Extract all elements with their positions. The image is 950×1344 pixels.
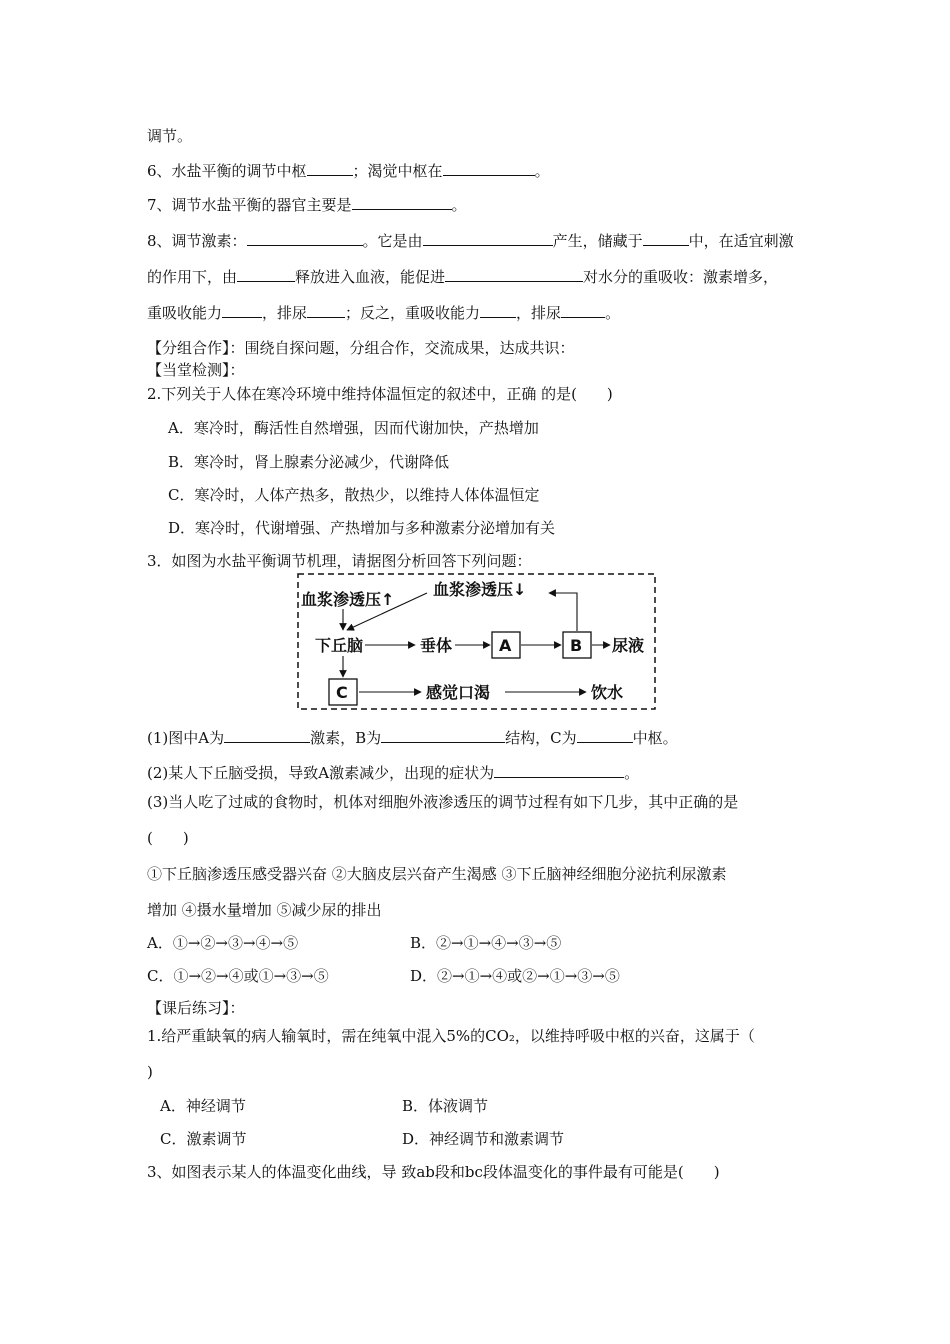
option-b: B．②→①→④→③→⑤ xyxy=(410,934,562,952)
answer-blank[interactable] xyxy=(307,160,353,176)
answer-blank[interactable] xyxy=(561,302,605,318)
label-hypothalamus: 下丘脑 xyxy=(315,636,364,655)
answer-blank[interactable] xyxy=(247,230,363,246)
question-3: 3．如图为水盐平衡调节机理，请据图分析回答下列问题： xyxy=(147,552,532,570)
option-a: A．寒冷时，酶活性自然增强，因而代谢加快，产热增加 xyxy=(168,419,539,437)
label-left-osmotic: 血浆渗透压↑ xyxy=(301,590,395,609)
option-d: D．神经调节和激素调节 xyxy=(402,1130,565,1148)
water-salt-diagram xyxy=(297,573,656,710)
question-1: 1.给严重缺氧的病人输氧时，需在纯氧中混入5%的CO₂，以维持呼吸中枢的兴奋，这属于（ xyxy=(147,1027,755,1045)
answer-blank[interactable] xyxy=(352,194,452,210)
answer-blank[interactable] xyxy=(443,160,535,176)
steps-list: ①下丘脑渗透压感受器兴奋 ②大脑皮层兴奋产生渴感 ③下丘脑神经细胞分泌抗利尿激素 xyxy=(147,865,727,883)
text-line: 调节。 xyxy=(147,127,193,145)
answer-blank[interactable] xyxy=(237,266,295,282)
answer-blank[interactable] xyxy=(423,230,553,246)
option-a: A．①→②→③→④→⑤ xyxy=(147,934,299,952)
label-urine: 尿液 xyxy=(612,636,645,655)
text-line: ) xyxy=(147,1063,153,1081)
question-3b: 3、如图表示某人的体温变化曲线，导 致ab段和bc段体温变化的事件最有可能是( ) xyxy=(147,1163,720,1181)
sub-question-2: (2)某人下丘脑受损，导致A激素减少，出现的症状为 。 xyxy=(147,764,640,782)
label-top-osmotic: 血浆渗透压↓ xyxy=(433,580,527,599)
section-heading: 【分组合作】：围绕自探问题，分组合作，交流成果，达成共识： xyxy=(147,339,575,357)
question-6: 6、水盐平衡的调节中枢 ；渴觉中枢在 。 xyxy=(147,162,550,180)
answer-blank[interactable] xyxy=(445,266,583,282)
sub-question-1: (1)图中A为 激素，B为 结构，C为 中枢。 xyxy=(147,729,678,747)
answer-blank[interactable] xyxy=(224,727,310,743)
question-2: 2.下列关于人体在寒冷环境中维持体温恒定的叙述中，正确 的是( ) xyxy=(147,385,613,403)
option-a: A．神经调节 xyxy=(160,1097,246,1115)
option-d: D．②→①→④或②→①→③→⑤ xyxy=(410,967,620,985)
answer-blank[interactable] xyxy=(222,302,262,318)
section-heading: 【当堂检测】： xyxy=(147,361,245,379)
label-drink: 饮水 xyxy=(591,683,624,702)
box-a-label: A xyxy=(499,636,512,655)
diagram-svg xyxy=(297,573,656,710)
option-b: B．体液调节 xyxy=(402,1097,489,1115)
option-c: C．寒冷时，人体产热多，散热少，以维持人体体温恒定 xyxy=(168,486,540,504)
option-b: B．寒冷时，肾上腺素分泌减少，代谢降低 xyxy=(168,453,450,471)
label-thirst: 感觉口渴 xyxy=(426,683,491,702)
sub-question-3: (3)当人吃了过咸的食物时，机体对细胞外液渗透压的调节过程有如下几步，其中正确的是 xyxy=(147,793,739,811)
option-c: C．①→②→④或①→③→⑤ xyxy=(147,967,329,985)
question-8: 8、调节激素： 。它是由 产生，储藏于 中，在适宜刺激 xyxy=(147,232,794,250)
text-line: ( ) xyxy=(147,829,189,847)
box-b-label: B xyxy=(570,636,583,655)
box-c-label: C xyxy=(336,683,348,702)
answer-blank[interactable] xyxy=(381,727,505,743)
answer-blank[interactable] xyxy=(307,302,345,318)
option-d: D．寒冷时，代谢增强、产热增加与多种激素分泌增加有关 xyxy=(168,519,556,537)
text-line: 的作用下，由 释放进入血液，能促进 对水分的重吸收：激素增多， xyxy=(147,268,779,286)
arrow-b-to-osmotic xyxy=(549,593,577,631)
answer-blank[interactable] xyxy=(577,727,633,743)
option-c: C．激素调节 xyxy=(160,1130,247,1148)
section-heading: 【课后练习】： xyxy=(147,999,245,1017)
text-line: 增加 ④摄水量增加 ⑤减少尿的排出 xyxy=(147,901,382,919)
label-pituitary: 垂体 xyxy=(420,636,453,655)
answer-blank[interactable] xyxy=(494,762,624,778)
question-7: 7、调节水盐平衡的器官主要是 。 xyxy=(147,196,467,214)
answer-blank[interactable] xyxy=(480,302,516,318)
answer-blank[interactable] xyxy=(643,230,689,246)
text-line: 重吸收能力 ，排尿 ；反之，重吸收能力 ，排尿 。 xyxy=(147,304,621,322)
